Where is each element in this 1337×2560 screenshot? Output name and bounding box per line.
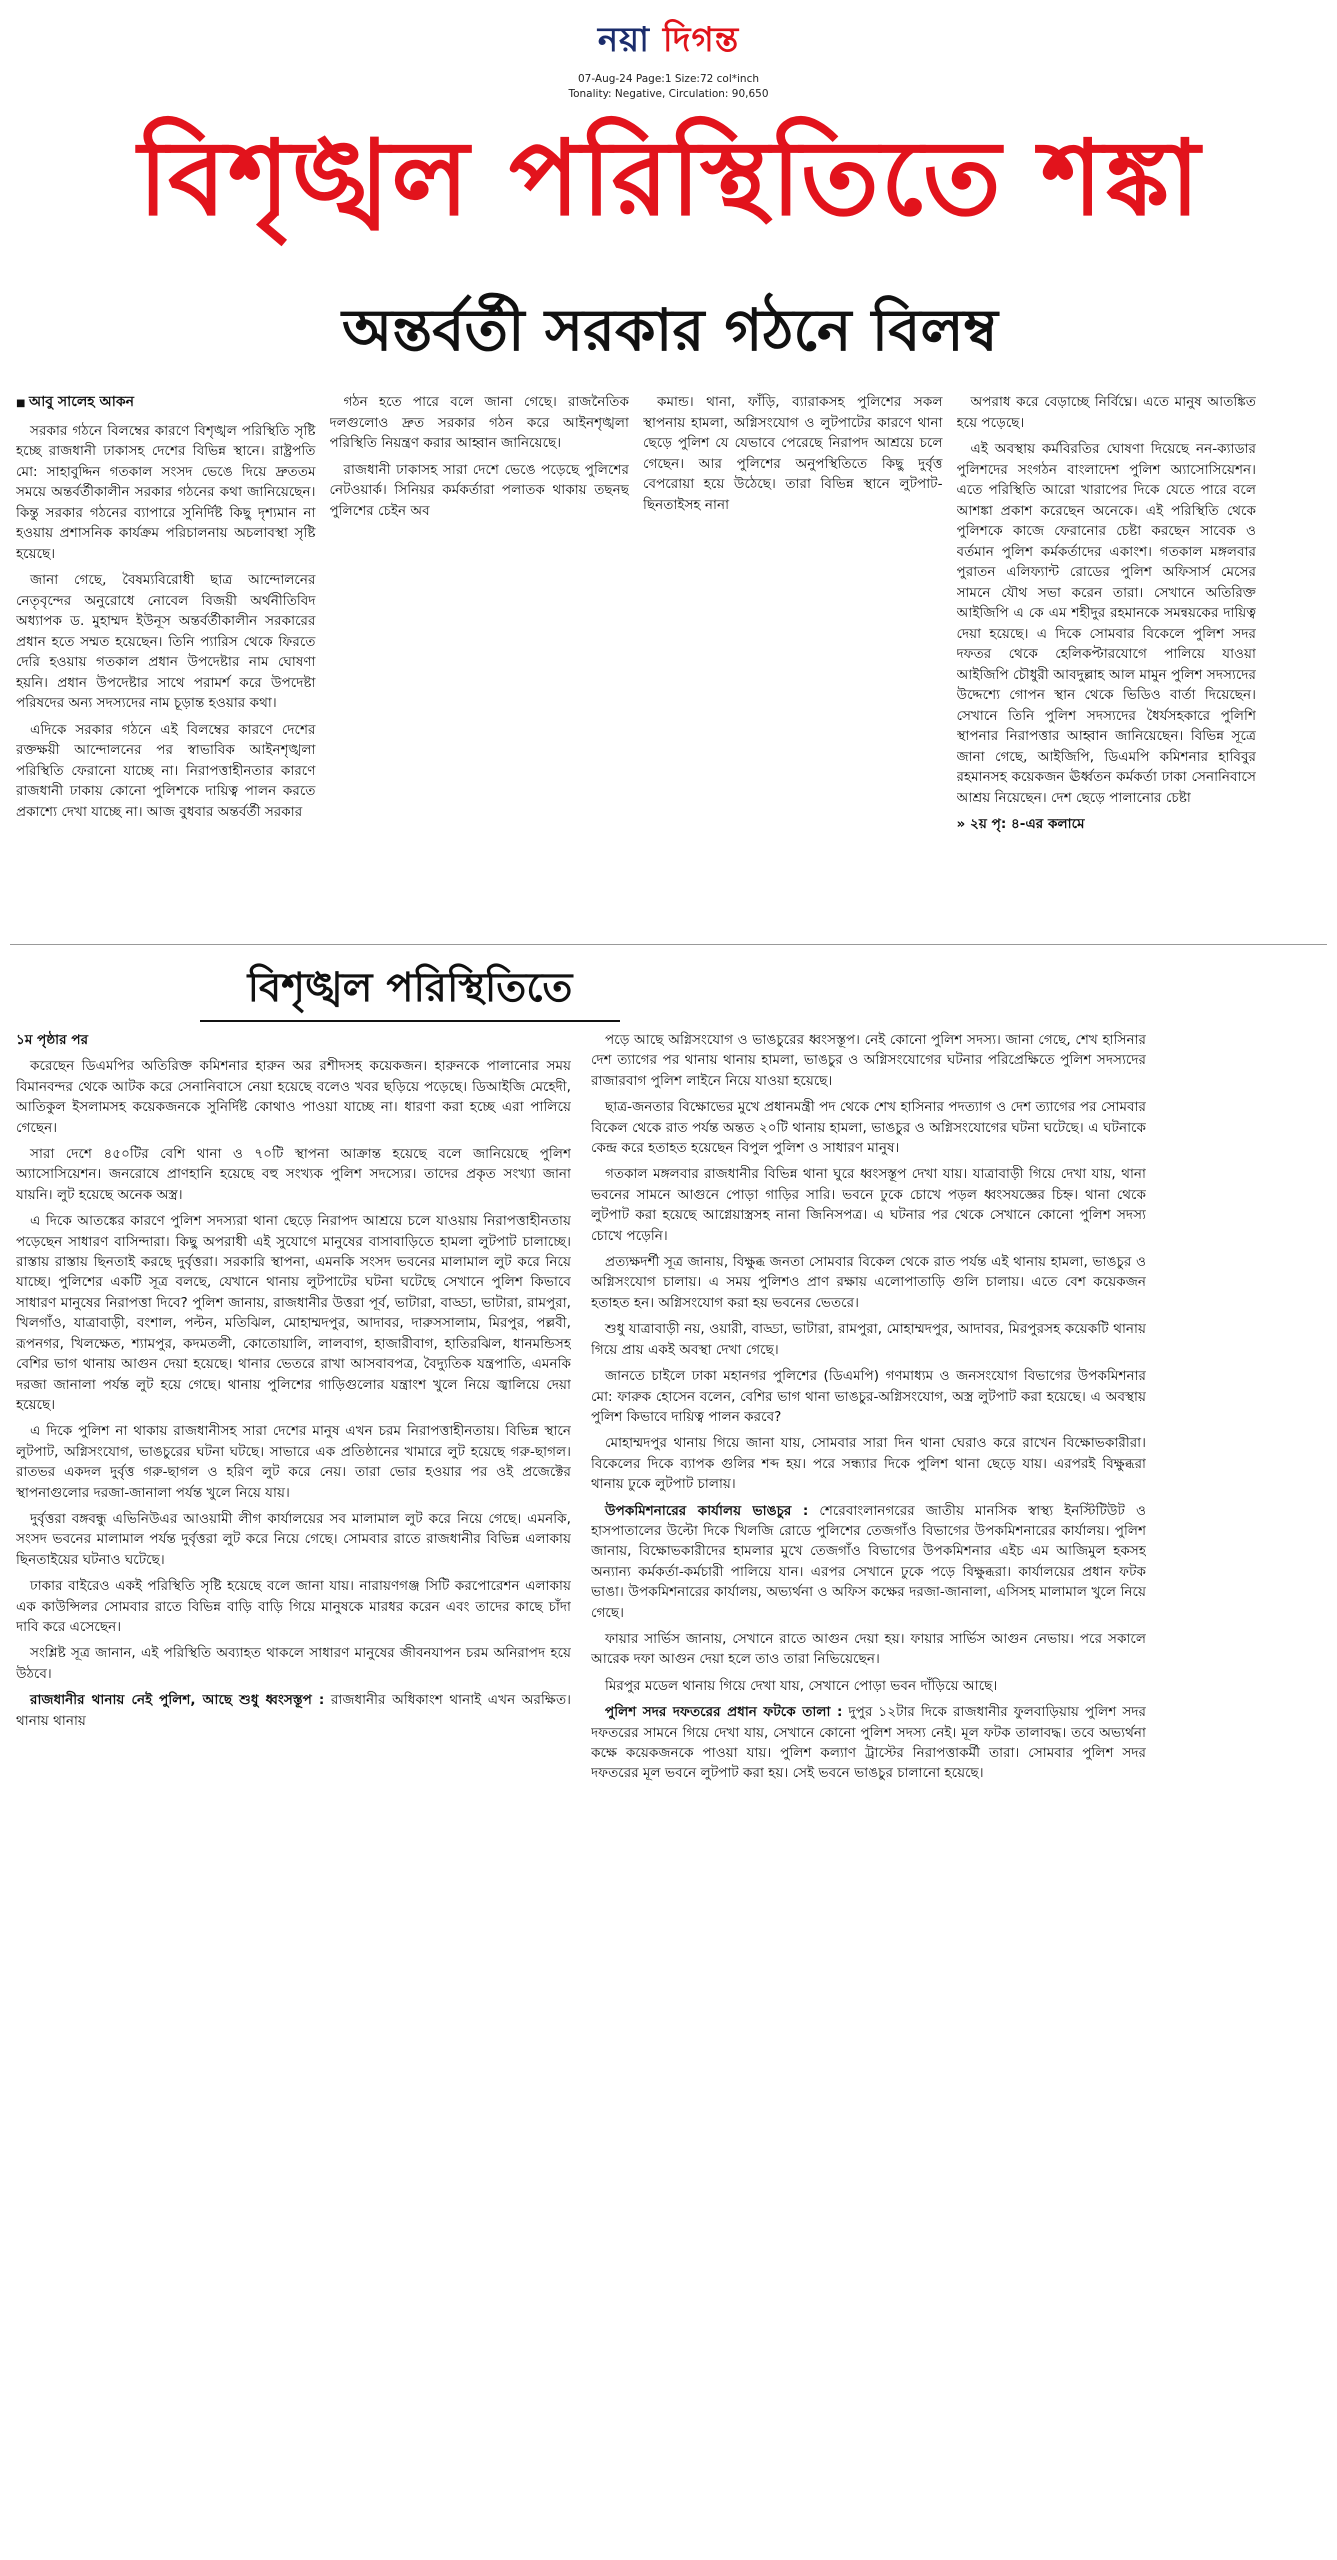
clipping-meta-line-2: Tonality: Negative, Circulation: 90,650 [568,88,769,100]
paragraph: গতকাল মঙ্গলবার রাজধানীর বিভিন্ন থানা ঘুরে ধ্বংসস্তূপ দেখা যায়। যাত্রাবাড়ী গিয়ে দেখা যায়, থানা ভবনের সামনে আগুনে পোড়া গাড়ির সারি। ভবনে ঢুকে চোখে পড়ল ধ্বংসযজ্ঞের চিহ্ন। থানা থেকে লুটপাট করা হয়েছে আগ্নেয়াস্ত্রসহ নানা জিনিসপত্র। এ ঘটনার পর থেকে সেখানে কোনো পুলিশ সদস্য চোখে পড়েনি। [591,1166,1146,1244]
inline-text: রাজধানীর অধিকাংশ থানাই এখন অরক্ষিত। থানায় থানায় [16,1692,571,1729]
paragraph [591,1702,1146,1784]
paragraph: জানতে চাইলে ঢাকা মহানগর পুলিশের (ডিএমপি) গণমাধ্যম ও জনসংযোগ বিভাগের উপকমিশনার মো: ফারুক হোসেন বলেন, বেশির ভাগ থানা ভাঙচুর-অগ্নিসংযোগ, অস্ত্র লুটপাট করা হয়েছে। এ অবস্থায় পুলিশ কিভাবে দায়িত্ব পালন করবে? [591,1368,1146,1425]
paragraph: কমান্ড। থানা, ফাঁড়ি, ব্যারাকসহ পুলিশের সকল স্থাপনায় হামলা, অগ্নিসংযোগ ও লুটপাটের কারণে থানা ছেড়ে পুলিশ যে যেভাবে পেরেছে নিরাপদ আশ্রয়ে চলে গেছেন। আর পুলিশের অনুপস্থিতিতে কিছু দুর্বৃত্ত বেপরোয়া হয়ে উঠেছে। তারা বিভিন্ন স্থানে লুটপাট-ছিনতাইসহ নানা [643,394,943,513]
paragraph [16,1690,571,1731]
continued-column-2 [591,1030,1146,2540]
inline-subhead: রাজধানীর থানায় নেই পুলিশ, আছে শুধু ধ্বংসস্তূপ : [30,1692,325,1709]
inline-text: শেরেবাংলানগরের জাতীয় মানসিক স্বাস্থ্য ইনস্টিটিউট ও হাসপাতালের উল্টো দিকে খিলজি রোডে পুলিশের তেজগাঁও বিভাগের উপকমিশনারের কার্যালয়। পুলিশ জানায়, বিক্ষোভকারীদের হামলার মুখে তেজগাঁও বিভাগের উপকমিশনার এইচ এম আজিমুল হকসহ অন্যান্য কর্মকর্তা-কর্মচারী পালিয়ে যান। এরপর সেখানে ঢুকে পড়ে বিক্ষুব্ধরা। কার্যালয়ের প্রধান ফটক ভাঙা। উপকমিশনারের কার্যালয়, অভ্যর্থনা ও অফিস কক্ষের দরজা-জানালা, এসিসহ মালামাল খুলে নিয়ে গেছে। [591,1502,1146,1621]
paragraph: অপরাধ করে বেড়াচ্ছে নির্বিঘ্নে। এতে মানুষ আতঙ্কিত হয়ে পড়েছে। [956,394,1256,431]
article-column-4 [957,392,1257,937]
article-column-1 [16,392,316,937]
paragraph: শুধু যাত্রাবাড়ী নয়, ওয়ারী, বাড্ডা, ভাটারা, রামপুরা, মোহাম্মদপুর, আদাবর, মিরপুরসহ কয়েকটি থানায় গিয়ে প্রায় একই অবস্থা দেখা গেছে। [591,1321,1146,1358]
from-page-note: ১ম পৃষ্ঠার পর [16,1032,89,1048]
masthead [0,14,1337,101]
paragraph: মিরপুর মডেল থানায় গিয়ে দেখা যায়, সেখানে পোড়া ভবন দাঁড়িয়ে আছে। [605,1677,998,1694]
paragraph: মোহাম্মদপুর থানায় গিয়ে জানা যায়, সোমবার সারা দিন থানা ঘেরাও করে রাখেন বিক্ষোভকারীরা। বিকেলের দিকে ব্যাপক গুলির শব্দ হয়। পরে সন্ধ্যার দিকে পুলিশ থানা ছেড়ে যায়। এরপরই বিক্ষুব্ধরা থানায় ঢুকে লুটপাট চালায়। [591,1435,1146,1493]
jump-headline: বিশৃঙ্খল পরিস্থিতিতে [130,958,690,1022]
paragraph: এ দিকে পুলিশ না থাকায় রাজধানীসহ সারা দেশের মানুষ এখন চরম নিরাপত্তাহীনতায়। বিভিন্ন স্থানে লুটপাট, অগ্নিসংযোগ, ভাঙচুরের ঘটনা ঘটছে। সাভারে এক প্রতিষ্ঠানের খামারে লুট হয়েছে গরু-ছাগল। রাতভর একদল দুর্বৃত্ত গরু-ছাগল ও হরিণ লুট করে নেয়। তারা ভোর হওয়ার পর ওই প্রজেক্টের স্থাপনাগুলোর দরজা-জানালা পর্যন্ত খুলে নিয়ে যায়। [16,1423,571,1501]
paragraph: প্রত্যক্ষদর্শী সূত্র জানায়, বিক্ষুব্ধ জনতা সোমবার বিকেল থেকে রাত পর্যন্ত এই থানায় হামলা, ভাঙচুর ও অগ্নিসংযোগ চালায়। এ সময় পুলিশও প্রাণ রক্ষায় এলোপাতাড়ি গুলি চালায়। এতে বেশ কয়েকজন হতাহত হন। অগ্নিসংযোগ করা হয় ভবনের ভেতরে। [591,1254,1146,1311]
paragraph: দুর্বৃত্তরা বঙ্গবন্ধু এভিনিউএর আওয়ামী লীগ কার্যালয়ের সব মালামাল লুট করে নিয়ে গেছে। এমনকি, সংসদ ভবনের মালামাল পর্যন্ত দুর্বৃত্তরা লুট করে নিয়ে গেছে। সোমবার রাতে রাজধানীর বিভিন্ন এলাকায় ছিনতাইয়ের ঘটনাও ঘটেছে। [16,1510,571,1568]
logo-part-2: দিগন্ত [662,20,740,60]
paragraph: এই অবস্থায় কর্মবিরতির ঘোষণা দিয়েছে নন-ক্যাডার পুলিশদের সংগঠন বাংলাদেশ পুলিশ অ্যাসোসিয়েশন। এতে পরিস্থিতি আরো খারাপের দিকে যেতে পারে বলে আশঙ্কা প্রকাশ করেছেন অনেকে। এই পরিস্থিতি থেকে পুলিশকে কাজে ফেরানোর চেষ্টা করছেন সাবেক ও বর্তমান পুলিশ কর্মকর্তাদের একাংশ। গতকাল মঙ্গলবার পুরাতন এলিফ্যান্ট রোডের পুলিশ অফিসার্স মেসের সামনে যৌথ সভা করেন তারা। সেখানে অতিরিক্ত আইজিপি এ কে এম শহীদুর রহমানকে সমন্বয়কের দায়িত্ব দেয়া হয়েছে। এ দিকে সোমবার বিকেলে পুলিশ সদর দফতর থেকে হেলিকপ্টারযোগে পালিয়ে যাওয়া আইজিপি চৌধুরী আবদুল্লাহ আল মামুন পুলিশ সদস্যদের উদ্দেশ্যে গোপন স্থান থেকে ভিডিও বার্তা দিয়েছেন। সেখানে তিনি পুলিশ সদস্যদের ধৈর্যসহকারে পুলিশি স্থাপনার নিরাপত্তার আহ্বান জানিয়েছেন। বিভিন্ন সূত্রে জানা গেছে, আইজিপি, ডিএমপি কমিশনার হাবিবুর রহমানসহ কয়েকজন ঊর্ধ্বতন কর্মকর্তা ঢাকা সেনানিবাসে আশ্রয় নিয়েছেন। দেশ ছেড়ে পালানোর চেষ্টা [956,441,1256,806]
paragraph: ফায়ার সার্ভিস জানায়, সেখানে রাতে আগুন দেয়া হয়। ফায়ার সার্ভিস আগুন নেভায়। পরে সকালে আরেক দফা আগুন দেয়া হলে তাও তারা নিভিয়েছেন। [591,1630,1146,1668]
inline-subhead: পুলিশ সদর দফতরের প্রধান ফটকে তালা : [605,1704,843,1721]
newspaper-logo [598,14,739,71]
sub-headline: অন্তর্বর্তী সরকার গঠনে বিলম্ব [342,296,998,364]
paragraph: পড়ে আছে অগ্নিসংযোগ ও ভাঙচুরের ধ্বংসস্তূপ। নেই কোনো পুলিশ সদস্য। জানা গেছে, শেখ হাসিনার দেশ ত্যাগের পর থানায় থানায় হামলা, ভাঙচুর ও অগ্নিসংযোগের ঘটনার পরিপ্রেক্ষিতে পুলিশ সদস্যদের রাজারবাগ পুলিশ লাইনে নিয়ে যাওয়া হয়েছে। [591,1032,1146,1089]
lead-article [16,392,1256,937]
clipping-meta-line-1: 07-Aug-24 Page:1 Size:72 col*inch [577,73,760,85]
continued-note: » ২য় পৃ: ৪-এর কলামে [956,816,1085,832]
paragraph: ছাত্র-জনতার বিক্ষোভের মুখে প্রধানমন্ত্রী পদ থেকে শেখ হাসিনার পদত্যাগ ও দেশ ত্যাগের পর সোমবার বিকেল থেকে রাত পর্যন্ত অন্তত ২০টি থানায় হামলা, ভাঙচুর ও অগ্নিসংযোগের ঘটনা ঘটেছে। এ ঘটনাকে কেন্দ্র করে হতাহত হয়েছেন বিপুল পুলিশ ও সাধারণ মানুষ। [591,1099,1146,1157]
article-column-3 [643,392,943,937]
paragraph: সারা দেশে ৪৫০টির বেশি থানা ও ৭০টি স্থাপনা আক্রান্ত হয়েছে বলে জানিয়েছে পুলিশ অ্যাসোসিয়েশন। জনরোষে প্রাণহানি হয়েছে বহু সংখ্যক পুলিশ সদস্যের। তাদের প্রকৃত সংখ্যা জানা যায়নি। লুট হয়েছে অনেক অস্ত্র। [16,1146,571,1203]
paragraph [591,1501,1146,1623]
byline: ■ আবু সালেহ আকন [16,392,316,415]
continued-article [16,1030,1146,2540]
paragraph: এদিকে সরকার গঠনে এই বিলম্বের কারণে দেশের রক্তক্ষয়ী আন্দোলনের পর স্বাভাবিক আইনশৃঙ্খলা পরিস্থিতি ফেরানো যাচ্ছে না। নিরাপত্তাহীনতার কারণে রাজধানী ঢাকায় কোনো পুলিশকে দায়িত্ব পালন করতে প্রকাশ্যে দেখা যাচ্ছে না। আজ বুধবার অন্তর্বর্তী সরকার [16,721,316,820]
section-divider [10,944,1327,945]
paragraph: সংশ্লিষ্ট সূত্র জানান, এই পরিস্থিতি অব্যাহত থাকলে সাধারণ মানুষের জীবনযাপন চরম অনিরাপদ হয়ে উঠবে। [16,1645,571,1682]
inline-text: দুপুর ১২টার দিকে রাজধানীর ফুলবাড়িয়ায় পুলিশ সদর দফতরের সামনে গিয়ে দেখা যায়, সেখানে কোনো পুলিশ সদস্য নেই। মূল ফটক তালাবদ্ধ। তবে অভ্যর্থনা কক্ষে কয়েকজনকে পাওয়া যায়। পুলিশ কল্যাণ ট্রাস্টের নিরাপত্তাকর্মী তারা। সোমবার পুলিশ সদর দফতরের মূল ভবনে লুটপাট করা হয়। সেই ভবনে ভাঙচুর চালানো হয়েছে। [591,1704,1146,1782]
paragraph: রাজধানী ঢাকাসহ সারা দেশে ভেঙে পড়েছে পুলিশের নেটওয়ার্ক। সিনিয়র কর্মকর্তারা পলাতক থাকায় তছনছ পুলিশের চেইন অব [329,461,629,519]
article-column-2 [330,392,630,937]
paragraph: ঢাকার বাইরেও একই পরিস্থিতি সৃষ্টি হয়েছে বলে জানা যায়। নারায়ণগঞ্জ সিটি করপোরেশন এলাকায় এক কাউন্সিলর সোমবার রাতে বিভিন্ন বাড়ি বাড়ি গিয়ে মানুষকে মারধর করেন এবং তাদের কাছে চাঁদা দাবি করে এসেছেন। [16,1578,571,1635]
paragraph: সরকার গঠনে বিলম্বের কারণে বিশৃঙ্খল পরিস্থিতি সৃষ্টি হচ্ছে রাজধানী ঢাকাসহ দেশের বিভিন্ন স্থানে। রাষ্ট্রপতি মো: সাহাবুদ্দিন গতকাল সংসদ ভেঙে দিয়ে দ্রুততম সময়ে অন্তর্বর্তীকালীন সরকার গঠনের কথা জানিয়েছেন। কিন্তু সরকার গঠনের ব্যাপারে সুনির্দিষ্ট কিছু দৃশ্যমান না হওয়ায় প্রশাসনিক কার্যক্রম পরিচালনায় অচলাবস্থা সৃষ্টি হয়েছে। [16,422,316,562]
paragraph: গঠন হতে পারে বলে জানা গেছে। রাজনৈতিক দলগুলোও দ্রুত সরকার গঠন করে আইনশৃঙ্খলা পরিস্থিতি নিয়ন্ত্রণ করার আহ্বান জানিয়েছে। [329,394,629,451]
inline-subhead: উপকমিশনারের কার্যালয় ভাঙচুর : [605,1502,809,1519]
logo-part-1: নয়া [597,20,663,60]
continued-column-1 [16,1030,571,2540]
paragraph: করেছেন ডিএমপির অতিরিক্ত কমিশনার হারুন অর রশীদসহ কয়েকজন। হারুনকে পালানোর সময় বিমানবন্দর থেকে আটক করে সেনানিবাসে নেয়া হয়েছে বলেও খবর ছড়িয়ে পড়েছে। ডিআইজি মেহেদী, আতিকুল ইসলামসহ কয়েকজনকে সুনির্দিষ্ট কোথাও পাওয়া যাচ্ছে না। ধারণা করা হচ্ছে এরা পালিয়ে গেছেন। [16,1058,571,1136]
main-headline: বিশৃঙ্খল পরিস্থিতিতে শঙ্কা [138,117,1202,239]
paragraph: এ দিকে আতঙ্কের কারণে পুলিশ সদস্যরা থানা ছেড়ে নিরাপদ আশ্রয়ে চলে যাওয়ায় নিরাপত্তাহীনতায় পড়েছেন সাধারণ বাসিন্দারা। কিছু অপরাধী এই সুযোগে মানুষের বাসাবাড়িতে হামলা লুটপাট চালাচ্ছে। রাস্তায় রাস্তায় ছিনতাই করছে দুর্বৃত্তরা। সরকারি স্থাপনা, এমনকি সংসদ ভবনের মালামাল লুট করে নিয়ে যাচ্ছে। পুলিশের একটি সূত্র বলছে, যেখানে থানায় লুটপাটের ঘটনা ঘটেছে সেখানে পুলিশ কিভাবে সাধারণ মানুষের নিরাপত্তা দিবে? পুলিশ জানায়, রাজধানীর উত্তরা পূর্ব, ভাটারা, বাড্ডা, ভাটারা, রামপুরা, খিলগাঁও, যাত্রাবাড়ী, বংশাল, পল্টন, মতিঝিল, মোহাম্মদপুর, আদাবর, দারুসসালাম, মিরপুর, পল্লবী, রূপনগর, খিলক্ষেত, শ্যামপুর, কদমতলী, কোতোয়ালি, লালবাগ, হাজারীবাগ, হাতিরঝিল, ধানমন্ডিসহ বেশির ভাগ থানায় আগুন দেয়া হয়েছে। থানার ভেতরে রাখা আসবাবপত্র, বৈদ্যুতিক যন্ত্রপাতি, এমনকি দরজা জানালা পর্যন্ত লুট হয়ে গেছে। থানায় পুলিশের গাড়িগুলোর যন্ত্রাংশ খুলে নিয়ে জ্বালিয়ে দেয়া হয়েছে। [16,1213,571,1413]
paragraph: জানা গেছে, বৈষম্যবিরোধী ছাত্র আন্দোলনের নেতৃবৃন্দের অনুরোধে নোবেল বিজয়ী অর্থনীতিবিদ অধ্যাপক ড. মুহাম্মদ ইউনূস অন্তর্বর্তীকালীন সরকারের প্রধান হতে সম্মত হয়েছেন। তিনি প্যারিস থেকে ফিরতে দেরি হওয়ায় গতকাল প্রধান উপদেষ্টার নাম ঘোষণা হয়নি। প্রধান উপদেষ্টার সাথে পরামর্শ করে উপদেষ্টা পরিষদের অন্য সদস্যদের নাম চূড়ান্ত হওয়ার কথা। [16,572,316,711]
